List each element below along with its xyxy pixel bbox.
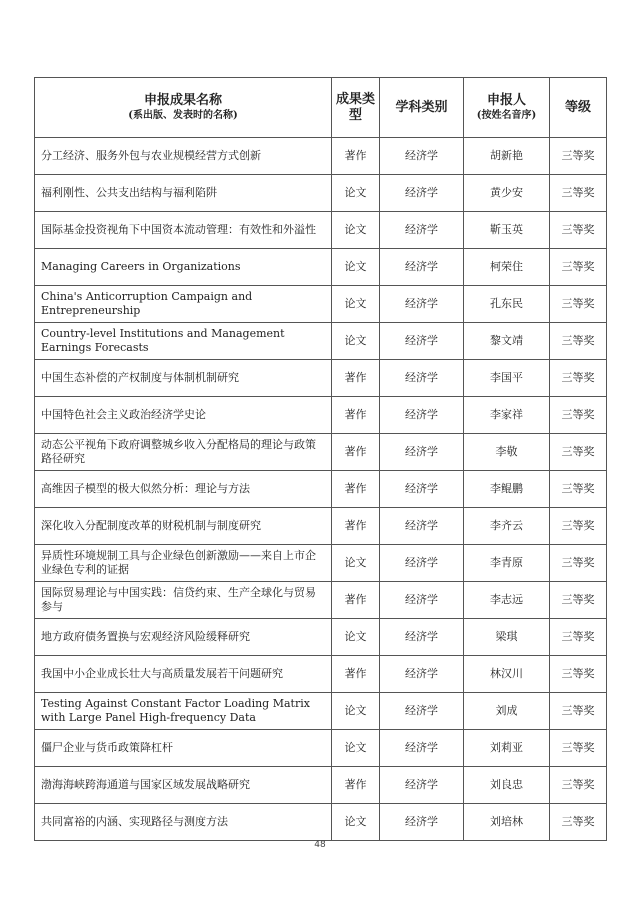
cell-level: 三等奖 bbox=[550, 582, 607, 619]
cell-level: 三等奖 bbox=[550, 434, 607, 471]
cell-applicant: 李鲲鹏 bbox=[464, 471, 550, 508]
cell-type: 著作 bbox=[332, 360, 380, 397]
table-header-row bbox=[35, 78, 607, 138]
cell-discipline: 经济学 bbox=[380, 175, 464, 212]
cell-type: 论文 bbox=[332, 693, 380, 730]
cell-applicant: 孔东民 bbox=[464, 286, 550, 323]
cell-type: 著作 bbox=[332, 138, 380, 175]
header-type: 成果类型 bbox=[332, 78, 380, 138]
header-level: 等级 bbox=[550, 78, 607, 138]
table-row bbox=[35, 175, 607, 212]
cell-name: Country-level Institutions and Management Earnings Forecasts bbox=[35, 323, 332, 360]
cell-name: 国际贸易理论与中国实践：信贷约束、生产全球化与贸易参与 bbox=[35, 582, 332, 619]
cell-type: 著作 bbox=[332, 767, 380, 804]
cell-type: 著作 bbox=[332, 508, 380, 545]
cell-applicant: 黄少安 bbox=[464, 175, 550, 212]
cell-name: 高维因子模型的极大似然分析：理论与方法 bbox=[35, 471, 332, 508]
table-row bbox=[35, 656, 607, 693]
cell-discipline: 经济学 bbox=[380, 212, 464, 249]
cell-type: 著作 bbox=[332, 397, 380, 434]
cell-discipline: 经济学 bbox=[380, 286, 464, 323]
cell-level: 三等奖 bbox=[550, 286, 607, 323]
cell-type: 论文 bbox=[332, 804, 380, 841]
table-row bbox=[35, 730, 607, 767]
cell-type: 论文 bbox=[332, 730, 380, 767]
cell-level: 三等奖 bbox=[550, 545, 607, 582]
cell-applicant: 胡新艳 bbox=[464, 138, 550, 175]
table-row bbox=[35, 619, 607, 656]
cell-type: 著作 bbox=[332, 434, 380, 471]
header-name bbox=[35, 78, 332, 138]
awards-table bbox=[34, 77, 607, 841]
header-discipline: 学科类别 bbox=[380, 78, 464, 138]
cell-name: 中国特色社会主义政治经济学史论 bbox=[35, 397, 332, 434]
table-row bbox=[35, 397, 607, 434]
cell-applicant: 柯荣住 bbox=[464, 249, 550, 286]
cell-type: 论文 bbox=[332, 619, 380, 656]
cell-discipline: 经济学 bbox=[380, 508, 464, 545]
table-row bbox=[35, 434, 607, 471]
cell-discipline: 经济学 bbox=[380, 693, 464, 730]
table-row bbox=[35, 804, 607, 841]
table-row bbox=[35, 360, 607, 397]
cell-name: Testing Against Constant Factor Loading Matrix with Large Panel High-frequency Data bbox=[35, 693, 332, 730]
cell-level: 三等奖 bbox=[550, 323, 607, 360]
cell-applicant: 李齐云 bbox=[464, 508, 550, 545]
table-row bbox=[35, 767, 607, 804]
cell-applicant: 靳玉英 bbox=[464, 212, 550, 249]
cell-type: 著作 bbox=[332, 656, 380, 693]
cell-type: 著作 bbox=[332, 582, 380, 619]
cell-applicant: 刘培林 bbox=[464, 804, 550, 841]
cell-name: 深化收入分配制度改革的财税机制与制度研究 bbox=[35, 508, 332, 545]
cell-applicant: 李青原 bbox=[464, 545, 550, 582]
page-number: 48 bbox=[314, 840, 326, 850]
cell-level: 三等奖 bbox=[550, 138, 607, 175]
cell-name: 地方政府债务置换与宏观经济风险缓释研究 bbox=[35, 619, 332, 656]
cell-applicant: 梁琪 bbox=[464, 619, 550, 656]
cell-name: 异质性环境规制工具与企业绿色创新激励——来自上市企业绿色专利的证据 bbox=[35, 545, 332, 582]
cell-name: 渤海海峡跨海通道与国家区域发展战略研究 bbox=[35, 767, 332, 804]
table-row bbox=[35, 138, 607, 175]
cell-discipline: 经济学 bbox=[380, 767, 464, 804]
cell-discipline: 经济学 bbox=[380, 730, 464, 767]
cell-discipline: 经济学 bbox=[380, 804, 464, 841]
cell-level: 三等奖 bbox=[550, 212, 607, 249]
cell-level: 三等奖 bbox=[550, 508, 607, 545]
cell-level: 三等奖 bbox=[550, 767, 607, 804]
cell-type: 论文 bbox=[332, 212, 380, 249]
cell-level: 三等奖 bbox=[550, 360, 607, 397]
cell-type: 论文 bbox=[332, 286, 380, 323]
cell-discipline: 经济学 bbox=[380, 434, 464, 471]
cell-type: 论文 bbox=[332, 323, 380, 360]
cell-name: 共同富裕的内涵、实现路径与测度方法 bbox=[35, 804, 332, 841]
cell-applicant: 刘莉亚 bbox=[464, 730, 550, 767]
table-row bbox=[35, 323, 607, 360]
cell-applicant: 李志远 bbox=[464, 582, 550, 619]
header-name-label: 申报成果名称 bbox=[143, 93, 222, 108]
cell-discipline: 经济学 bbox=[380, 323, 464, 360]
cell-discipline: 经济学 bbox=[380, 249, 464, 286]
cell-level: 三等奖 bbox=[550, 249, 607, 286]
cell-name: 我国中小企业成长壮大与高质量发展若干问题研究 bbox=[35, 656, 332, 693]
cell-name: Managing Careers in Organizations bbox=[35, 249, 332, 286]
cell-discipline: 经济学 bbox=[380, 397, 464, 434]
cell-level: 三等奖 bbox=[550, 693, 607, 730]
cell-name: 分工经济、服务外包与农业规模经营方式创新 bbox=[35, 138, 332, 175]
cell-discipline: 经济学 bbox=[380, 656, 464, 693]
cell-discipline: 经济学 bbox=[380, 471, 464, 508]
table-row bbox=[35, 212, 607, 249]
cell-applicant: 李敬 bbox=[464, 434, 550, 471]
header-applicant-sub: (按姓名音序) bbox=[476, 110, 537, 121]
cell-level: 三等奖 bbox=[550, 730, 607, 767]
cell-type: 论文 bbox=[332, 175, 380, 212]
header-name-sub: (系出版、发表时的名称) bbox=[128, 110, 238, 121]
cell-level: 三等奖 bbox=[550, 397, 607, 434]
cell-applicant: 刘良忠 bbox=[464, 767, 550, 804]
cell-name: 中国生态补偿的产权制度与体制机制研究 bbox=[35, 360, 332, 397]
header-applicant-label: 申报人 bbox=[486, 93, 526, 108]
cell-type: 著作 bbox=[332, 471, 380, 508]
cell-name: 国际基金投资视角下中国资本流动管理：有效性和外溢性 bbox=[35, 212, 332, 249]
table-row bbox=[35, 693, 607, 730]
cell-name: China's Anticorruption Campaign and Entrepreneurship bbox=[35, 286, 332, 323]
cell-discipline: 经济学 bbox=[380, 619, 464, 656]
cell-level: 三等奖 bbox=[550, 804, 607, 841]
cell-applicant: 刘成 bbox=[464, 693, 550, 730]
cell-applicant: 黎文靖 bbox=[464, 323, 550, 360]
cell-applicant: 林汉川 bbox=[464, 656, 550, 693]
cell-discipline: 经济学 bbox=[380, 138, 464, 175]
cell-applicant: 李国平 bbox=[464, 360, 550, 397]
cell-level: 三等奖 bbox=[550, 471, 607, 508]
table-row bbox=[35, 249, 607, 286]
cell-name: 僵尸企业与货币政策降杠杆 bbox=[35, 730, 332, 767]
table-row bbox=[35, 508, 607, 545]
cell-discipline: 经济学 bbox=[380, 360, 464, 397]
cell-level: 三等奖 bbox=[550, 175, 607, 212]
table-row bbox=[35, 286, 607, 323]
cell-discipline: 经济学 bbox=[380, 545, 464, 582]
cell-name: 动态公平视角下政府调整城乡收入分配格局的理论与政策路径研究 bbox=[35, 434, 332, 471]
header-applicant bbox=[464, 78, 550, 138]
table-row bbox=[35, 545, 607, 582]
cell-discipline: 经济学 bbox=[380, 582, 464, 619]
cell-level: 三等奖 bbox=[550, 656, 607, 693]
cell-type: 论文 bbox=[332, 545, 380, 582]
cell-level: 三等奖 bbox=[550, 619, 607, 656]
table-row bbox=[35, 582, 607, 619]
cell-applicant: 李家祥 bbox=[464, 397, 550, 434]
cell-type: 论文 bbox=[332, 249, 380, 286]
table-row bbox=[35, 471, 607, 508]
cell-name: 福利刚性、公共支出结构与福利陷阱 bbox=[35, 175, 332, 212]
